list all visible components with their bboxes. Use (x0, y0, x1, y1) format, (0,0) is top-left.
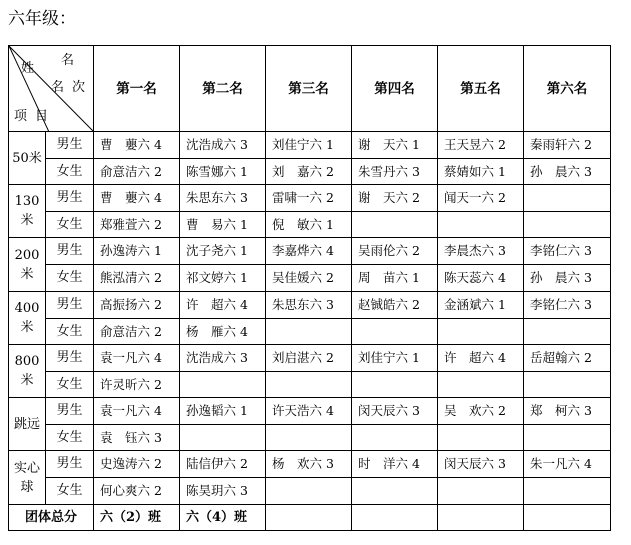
winner-cell: 袁一凡六 4 (94, 345, 180, 372)
table-row (9, 398, 611, 425)
winner-cell: 许天浩六 4 (266, 398, 352, 425)
winner-cell: 朱雪丹六 3 (352, 159, 438, 185)
table-row (9, 425, 611, 451)
total-row (9, 505, 611, 531)
winner-cell: 吴雨伦六 2 (352, 238, 438, 265)
table-row (9, 212, 611, 238)
gender-label: 男生 (46, 185, 94, 212)
results-table (8, 45, 611, 531)
table-row (9, 132, 611, 159)
winner-cell: 刘佳宁六 1 (352, 345, 438, 372)
winner-cell: 吴佳媛六 2 (266, 265, 352, 292)
winner-cell: 闵天辰六 3 (352, 398, 438, 425)
winner-cell (524, 372, 611, 398)
winner-cell: 陈昊玥六 3 (180, 478, 266, 505)
winner-cell: 熊泓清六 2 (94, 265, 180, 292)
winner-cell: 岳超翰六 2 (524, 345, 611, 372)
winner-cell: 谢 天六 2 (352, 185, 438, 212)
winner-cell: 沈浩成六 3 (180, 345, 266, 372)
table-row (9, 372, 611, 398)
event-name: 跳远 (9, 398, 46, 451)
winner-cell (180, 425, 266, 451)
winner-cell (266, 478, 352, 505)
winner-cell (266, 425, 352, 451)
table-row (9, 159, 611, 185)
winner-cell (352, 478, 438, 505)
event-name: 130米 (9, 185, 46, 238)
winner-cell: 闵天辰六 3 (438, 451, 524, 478)
winner-cell (352, 425, 438, 451)
table-row (9, 265, 611, 292)
gender-label: 男生 (46, 451, 94, 478)
winner-cell (438, 372, 524, 398)
winner-cell: 何心爽六 2 (94, 478, 180, 505)
winner-cell: 曹 蘡六 4 (94, 185, 180, 212)
winner-cell: 孙 晨六 3 (524, 159, 611, 185)
header-corner (9, 46, 94, 132)
empty-cell (438, 505, 524, 531)
event-name: 50米 (9, 132, 46, 185)
table-row (9, 451, 611, 478)
empty-cell (524, 505, 611, 531)
winner-cell (524, 319, 611, 345)
winner-cell: 许灵昕六 2 (94, 372, 180, 398)
winner-cell: 高振扬六 2 (94, 292, 180, 319)
winner-cell: 雷啸一六 2 (266, 185, 352, 212)
table-row (9, 478, 611, 505)
winner-cell: 金涵斌六 1 (438, 292, 524, 319)
winner-cell (524, 185, 611, 212)
winner-cell: 陆信伊六 2 (180, 451, 266, 478)
winner-cell: 周 苗六 1 (352, 265, 438, 292)
winner-cell: 俞意洁六 2 (94, 319, 180, 345)
winner-cell: 曹 蘡六 4 (94, 132, 180, 159)
page-heading: 六年级： (8, 9, 76, 29)
rank-header: 第三名 (266, 46, 352, 132)
winner-cell (438, 425, 524, 451)
winner-cell: 李铭仁六 3 (524, 292, 611, 319)
winner-cell: 陈天蕊六 4 (438, 265, 524, 292)
winner-cell: 郑雅萱六 2 (94, 212, 180, 238)
winner-cell: 沈子尧六 1 (180, 238, 266, 265)
winner-cell: 李嘉烨六 4 (266, 238, 352, 265)
gender-label: 男生 (46, 132, 94, 159)
winner-cell: 李晨杰六 3 (438, 238, 524, 265)
winner-cell (352, 372, 438, 398)
winner-cell (524, 425, 611, 451)
winner-cell: 俞意洁六 2 (94, 159, 180, 185)
winner-cell: 史逸涛六 2 (94, 451, 180, 478)
winner-cell: 郑 柯六 3 (524, 398, 611, 425)
winner-cell: 刘启湛六 2 (266, 345, 352, 372)
rank-header: 第六名 (524, 46, 611, 132)
table-row (9, 319, 611, 345)
gender-label: 女生 (46, 478, 94, 505)
winner-cell: 陈雪娜六 1 (180, 159, 266, 185)
total-class-first: 六（2）班 (94, 505, 180, 531)
winner-cell: 谢 天六 1 (352, 132, 438, 159)
gender-label: 男生 (46, 238, 94, 265)
winner-cell (438, 212, 524, 238)
table-row (9, 185, 611, 212)
winner-cell: 杨 雁六 4 (180, 319, 266, 345)
winner-cell: 沈浩成六 3 (180, 132, 266, 159)
gender-label: 女生 (46, 265, 94, 292)
winner-cell (266, 372, 352, 398)
total-class-second: 六（4）班 (180, 505, 266, 531)
winner-cell: 朱思东六 3 (180, 185, 266, 212)
winner-cell: 李铭仁六 3 (524, 238, 611, 265)
winner-cell: 王天昱六 2 (438, 132, 524, 159)
winner-cell: 吴 欢六 2 (438, 398, 524, 425)
winner-cell: 刘 嘉六 2 (266, 159, 352, 185)
winner-cell (438, 319, 524, 345)
corner-text-xing: 姓 (21, 61, 35, 76)
gender-label: 女生 (46, 372, 94, 398)
winner-cell (352, 212, 438, 238)
winner-cell: 秦雨轩六 2 (524, 132, 611, 159)
event-name: 200米 (9, 238, 46, 292)
gender-label: 男生 (46, 398, 94, 425)
winner-cell: 袁一凡六 4 (94, 398, 180, 425)
winner-cell: 闻天一六 2 (438, 185, 524, 212)
rank-header: 第一名 (94, 46, 180, 132)
corner-text-xiang: 项 (14, 109, 28, 124)
winner-cell (524, 212, 611, 238)
winner-cell: 祁文婷六 1 (180, 265, 266, 292)
corner-text-mu: 目 (35, 109, 49, 124)
winner-cell: 袁 钰六 3 (94, 425, 180, 451)
winner-cell: 孙逸韬六 1 (180, 398, 266, 425)
total-label: 团体总分 (9, 505, 94, 531)
gender-label: 女生 (46, 319, 94, 345)
header-row (9, 46, 611, 132)
winner-cell: 杨 欢六 3 (266, 451, 352, 478)
winner-cell (180, 372, 266, 398)
empty-cell (352, 505, 438, 531)
winner-cell: 时 洋六 4 (352, 451, 438, 478)
winner-cell: 孙逸涛六 1 (94, 238, 180, 265)
rank-header: 第四名 (352, 46, 438, 132)
corner-text-ming2: 名 (51, 80, 65, 95)
table-row (9, 292, 611, 319)
winner-cell (438, 478, 524, 505)
gender-label: 男生 (46, 345, 94, 372)
winner-cell: 蔡婧如六 1 (438, 159, 524, 185)
table-row (9, 345, 611, 372)
gender-label: 男生 (46, 292, 94, 319)
winner-cell: 朱一凡六 4 (524, 451, 611, 478)
rank-header: 第五名 (438, 46, 524, 132)
gender-label: 女生 (46, 159, 94, 185)
event-name: 400米 (9, 292, 46, 345)
event-name: 实心球 (9, 451, 46, 505)
winner-cell: 孙 晨六 3 (524, 265, 611, 292)
winner-cell: 倪 敏六 1 (266, 212, 352, 238)
winner-cell: 许 超六 4 (180, 292, 266, 319)
event-name: 800米 (9, 345, 46, 398)
winner-cell (352, 319, 438, 345)
empty-cell (266, 505, 352, 531)
table-row (9, 238, 611, 265)
winner-cell: 许 超六 4 (438, 345, 524, 372)
winner-cell: 曹 易六 1 (180, 212, 266, 238)
gender-label: 女生 (46, 425, 94, 451)
winner-cell: 朱思东六 3 (266, 292, 352, 319)
gender-label: 女生 (46, 212, 94, 238)
winner-cell: 赵铖皓六 2 (352, 292, 438, 319)
corner-text-ming1: 名 (61, 53, 75, 68)
winner-cell: 刘佳宁六 1 (266, 132, 352, 159)
winner-cell (524, 478, 611, 505)
winner-cell (266, 319, 352, 345)
rank-header: 第二名 (180, 46, 266, 132)
corner-text-ci: 次 (72, 80, 86, 95)
